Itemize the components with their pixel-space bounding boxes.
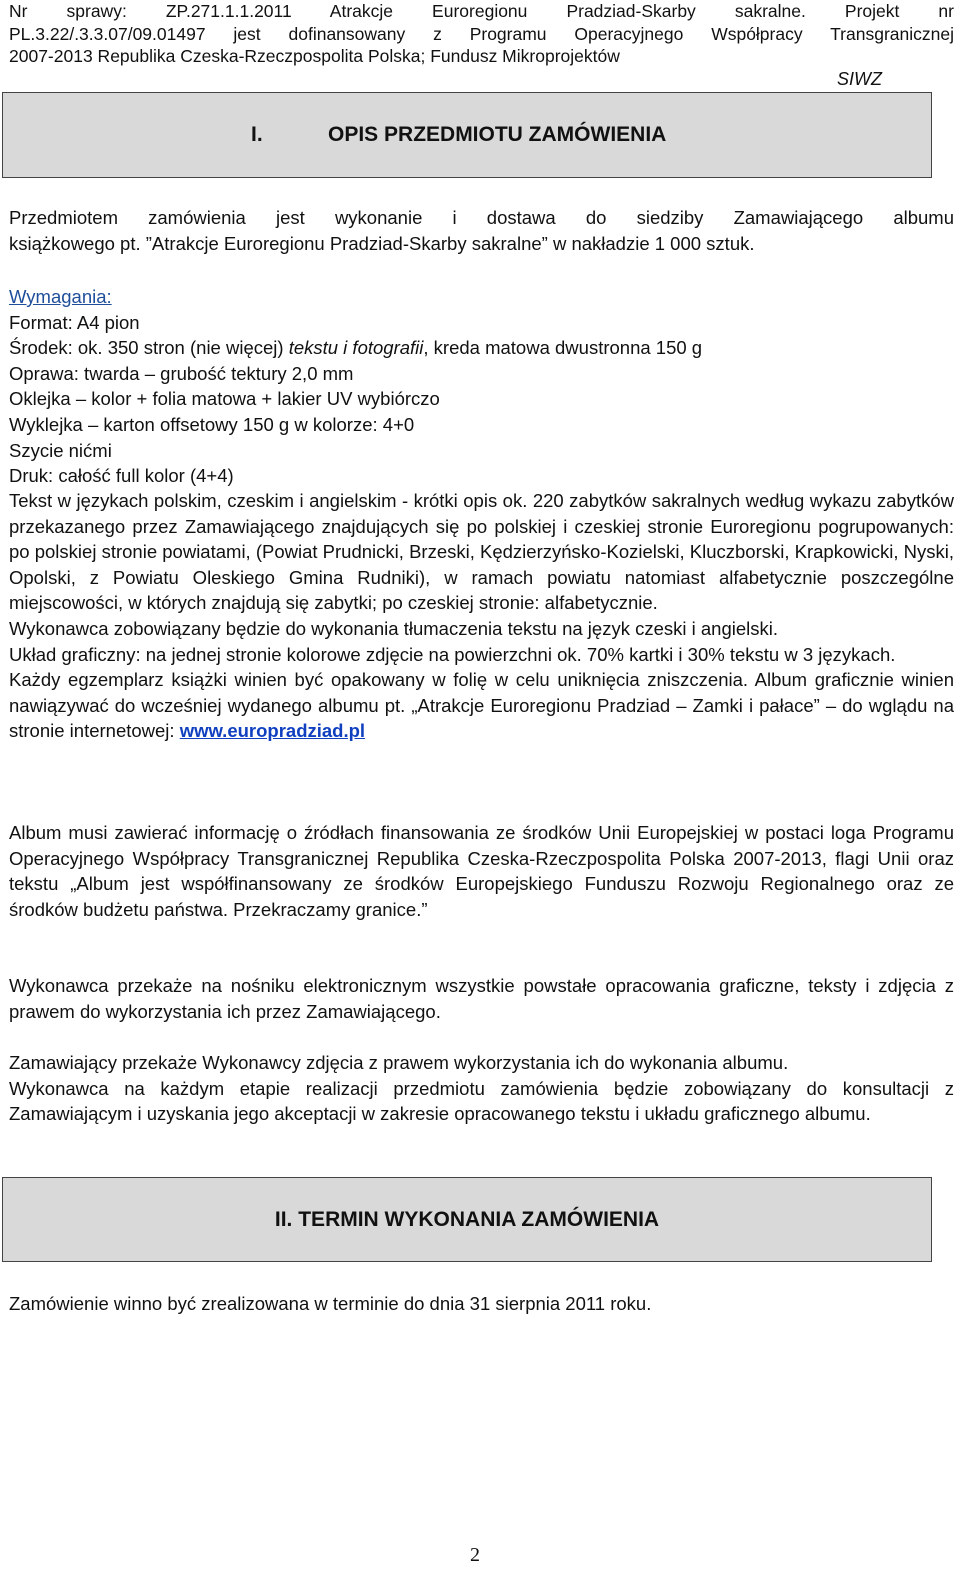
requirements-heading: Wymagania: [9,286,112,307]
header-line-1: Nr sprawy: ZP.271.1.1.2011 Atrakcje Euroregionu Pradziad-Skarby sakralne. Projekt nr [9,1,954,21]
transfer-paragraph-block [9,973,954,1024]
req-oprawa: Oprawa: twarda – grubość tektury 2,0 mm [9,362,354,384]
intro-paragraph [9,205,954,256]
photos-paragraph: Zamawiający przekaże Wykonawcy zdjęcia z prawem wykorzystania ich do wykonania albumu. [9,1052,789,1073]
text-languages-paragraph: Tekst w językach polskim, czeskim i angielskim - krótki opis ok. 220 zabytków sakralnych według wykazu zabytków przekazanego przez Zamawiającego znajdujących się po polskiej i czeskiej stronie Euroregionu pogrupowanych: po polskiej stronie powiatami, (Powiat Prudnicki, Brzeski, Kędzierzyńsko-Kozielski, Kluczborski, Krapkowicki, Nyski, Opolski, z Powiatu Oleskiego Gmina Rudniki), w ramach powiatu natomiast alfabetycznie poszczególne miejscowości, w których znajdują się zabytki; po czeskiej stronie: alfabetycznie. [9,490,954,614]
section-heading-box-1 [2,92,932,178]
funding-paragraph: Album musi zawierać informację o źródłach finansowania ze środków Unii Europejskiej w postaci loga Programu Operacyjnego Współpracy Transgranicznej Republika Czeska-Rzeczpospolita Polska 2007-2013, flagi Unii oraz tekstu „Album jest współfinansowany ze środków Europejskiego Funduszu Rozwoju Regionalnego oraz ze środków budżetu państwa. Przekraczamy granice.” [9,822,954,920]
consultation-paragraph: Wykonawca na każdym etapie realizacji przedmiotu zamówienia będzie zobowiązany do konsultacji z Zamawiającym i uzyskania jego akceptacji w zakresie opracowanego tekstu i układu graficznego albumu. [9,1077,954,1125]
req-wyklejka: Wyklejka – karton offsetowy 150 g w kolorze: 4+0 [9,413,415,435]
section-2-title: II. TERMIN WYKONANIA ZAMÓWIENIA [274,1207,660,1231]
translation-paragraph: Wykonawca zobowiązany będzie do wykonania tłumaczenia tekstu na język czeski i angielski. [9,617,778,639]
deadline-block [9,1291,954,1317]
photos-paragraph-block [9,1050,954,1127]
europradziad-link[interactable]: www.europradziad.pl [179,720,366,742]
section-title: OPIS PRZEDMIOTU ZAMÓWIENIA [328,123,667,146]
requirements-list [9,284,954,489]
deadline-text: Zamówienie winno być zrealizowana w terminie do dnia 31 sierpnia 2011 roku. [9,1293,652,1314]
req-format: Format: A4 pion [9,311,140,333]
req-srodek [9,335,954,361]
funding-paragraph-block [9,820,954,922]
packaging-paragraph [9,667,954,744]
req-oklejka: Oklejka – kolor + folia matowa + lakier UV wybiórczo [9,388,440,410]
packaging-text: Każdy egzemplarz książki winien być opakowany w folię w celu uniknięcia zniszczenia. Album graficznie winien nawiązywać do wcześniej wydanego albumu pt. „Atrakcje Euroregionu Pradziad – Zamki i pałace” – do wglądu na stronie internetowej: [9,669,954,742]
header-line-2: PL.3.22/.3.3.07/09.01497 jest dofinansowany z Programu Operacyjnego Współpracy Transgranicznej [9,23,954,44]
header-line-3: 2007-2013 Republika Czeska-Rzeczpospolita Polska; Fundusz Mikroprojektów [9,46,620,66]
text-requirements-block [9,488,954,744]
intro-line-1: Przedmiotem zamówienia jest wykonanie i dostawa do siedziby Zamawiającego albumu [9,207,954,228]
req-srodek-c: , kreda matowa dwustronna 150 g [423,337,703,359]
req-srodek-a: Środek: ok. 350 stron (nie więcej) [9,337,289,359]
intro-line-2: książkowego pt. ”Atrakcje Euroregionu Pradziad-Skarby sakralne” w nakładzie 1 000 sztuk. [9,232,755,254]
document-header [9,0,954,68]
req-szycie: Szycie nićmi [9,439,112,461]
transfer-paragraph: Wykonawca przekaże na nośniku elektronicznym wszystkie powstałe opracowania graficzne, teksty i zdjęcia z prawem do wykorzystania ich przez Zamawiającego. [9,975,954,1022]
section-number: I. [251,123,263,146]
req-srodek-italic: tekstu i fotografii [288,337,424,359]
section-heading-box-2 [2,1177,932,1262]
page-number: 2 [470,1544,480,1566]
layout-paragraph: Układ graficzny: na jednej stronie kolorowe zdjęcie na powierzchni ok. 70% kartki i 30% tekstu w 3 językach. [9,643,896,665]
req-druk: Druk: całość full kolor (4+4) [9,465,234,487]
siwz-label: SIWZ [837,69,882,89]
